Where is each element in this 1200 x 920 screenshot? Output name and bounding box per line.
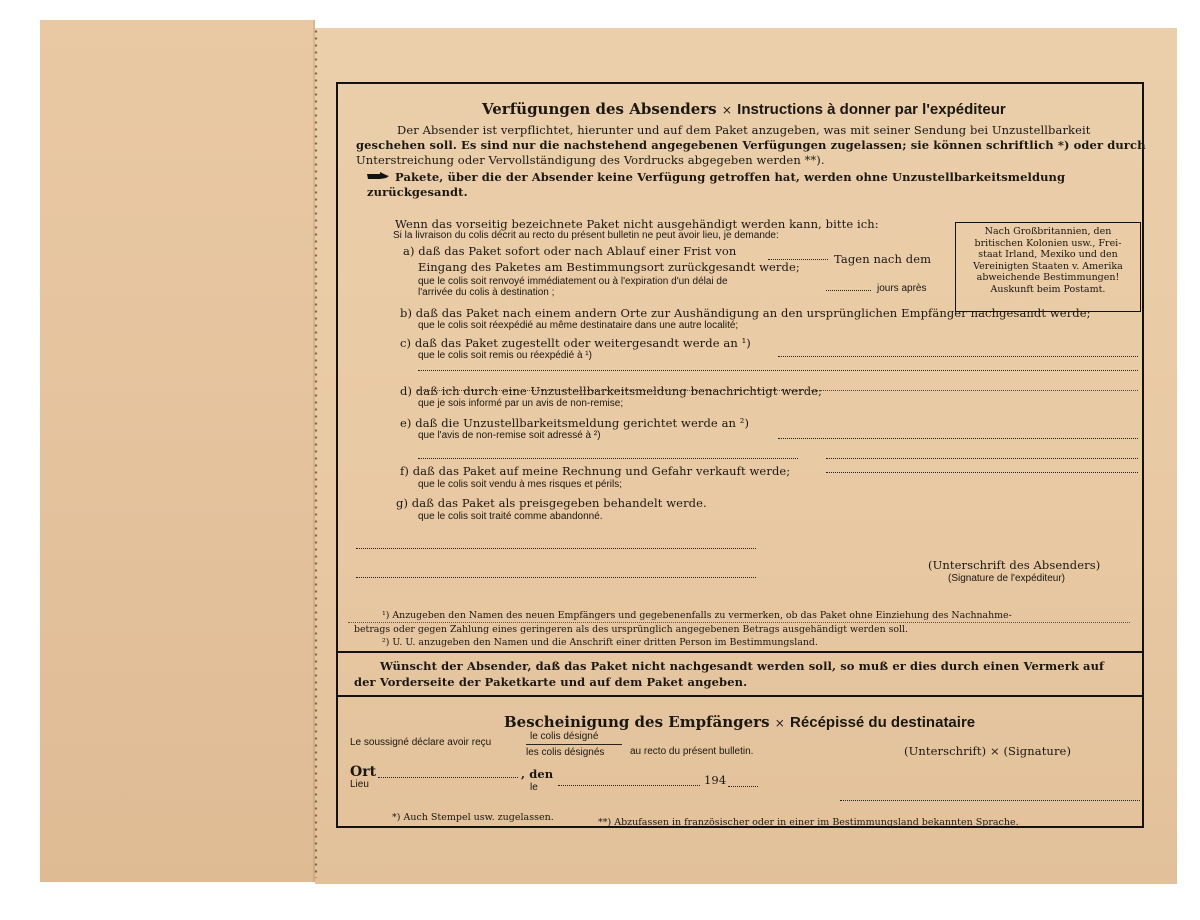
sender-note-field-2[interactable] <box>356 577 756 578</box>
option-a-de-2: Eingang des Paketes am Bestimmungsort zurückgesandt werde; <box>418 260 800 274</box>
receipt-option-divider <box>526 744 622 745</box>
option-a-fr-1b: jours après <box>877 283 927 294</box>
receipt-signature-label: (Unterschrift) × (Signature) <box>904 744 1072 758</box>
year-field[interactable] <box>728 786 758 787</box>
option-e-field-3[interactable] <box>826 458 1138 459</box>
date-label-de: , den <box>521 767 554 781</box>
footnote-1a: ¹) Anzugeben den Namen des neuen Empfängers und gegebenenfalls zu vermerken, ob das Paket ohne Einziehung des Nachnahme- <box>382 610 1012 621</box>
option-e-fr: que l'avis de non-remise soit adressé à ²) <box>418 430 601 441</box>
option-d-de: d) daß ich durch eine Unzustellbarkeitsmeldung benachrichtigt werde; <box>400 384 823 398</box>
receipt-separator: × <box>774 716 785 730</box>
header-title-fr: Instructions à donner par l'expéditeur <box>737 101 1006 118</box>
paper-left-flap <box>40 20 315 882</box>
box-line-1: Nach Großbritannien, den <box>984 226 1112 237</box>
bottom-note-1: *) Auch Stempel usw. zugelassen. <box>392 812 554 823</box>
option-a-fr-1: que le colis soit renvoyé immédiatement ou à l'expiration d'un délai de <box>418 276 728 287</box>
option-e-field-1[interactable] <box>778 438 1138 439</box>
sender-signature-de: (Unterschrift des Absenders) <box>928 558 1101 572</box>
option-e-field-2[interactable] <box>418 458 798 459</box>
header-title <box>482 100 1006 118</box>
option-b-fr: que le colis soit réexpédié au même destinataire dans une autre localité; <box>418 320 739 331</box>
place-field[interactable] <box>378 777 518 778</box>
footnote-2: ²) U. U. anzugeben den Namen und die Anschrift einer dritten Person im Bestimmungsland. <box>382 637 818 648</box>
option-d-separator <box>418 390 1138 391</box>
date-label-fr: le <box>530 782 538 793</box>
option-f-de: f) daß das Paket auf meine Rechnung und Gefahr verkauft werde; <box>400 464 791 478</box>
option-c-field-1[interactable] <box>778 356 1138 357</box>
receipt-signature-field[interactable] <box>840 800 1140 801</box>
option-d-fr: que je sois informé par un avis de non-remise; <box>418 398 624 409</box>
option-a-fr-2: l'arrivée du colis à destination ; <box>418 287 555 298</box>
request-fr: Si la livraison du colis décrit au recto du présent bulletin ne peut avoir lieu, je demande: <box>393 230 779 241</box>
option-b-de: b) daß das Paket nach einem andern Orte zur Aushändigung an den ursprünglichen Empfänger nachgesandt werde; <box>400 306 1091 320</box>
option-g-de: g) daß das Paket als preisgegeben behandelt werde. <box>396 496 707 510</box>
perforation-line <box>314 28 318 878</box>
option-g-fr: que le colis soit traité comme abandonné. <box>418 511 603 522</box>
year-prefix: 194 <box>704 773 727 787</box>
request-de: Wenn das vorseitig bezeichnete Paket nicht ausgehändigt werden kann, bitte ich: <box>395 217 879 231</box>
notice-line-2: zurückgesandt. <box>367 185 468 199</box>
option-a-de-1: a) daß das Paket sofort oder nach Ablauf einer Frist von <box>403 244 737 258</box>
pointing-hand-icon <box>366 170 390 182</box>
bottom-note-2: **) Abzufassen in französischer oder in einer im Bestimmungsland bekannten Sprache. <box>598 817 1019 828</box>
option-a-delay-field[interactable] <box>826 290 871 291</box>
receipt-option-plural[interactable]: les colis désignés <box>526 747 605 758</box>
box-line-3: staat Irland, Mexiko und den <box>978 249 1118 261</box>
receipt-text-2: au recto du présent bulletin. <box>630 746 754 757</box>
box-line-4: Vereinigten Staaten v. Amerika <box>973 260 1123 272</box>
box-line-5: abweichende Bestimmungen! <box>976 272 1120 284</box>
intro-line-1: Der Absender ist verpflichtet, hierunter und auf dem Paket anzugeben, was mit seiner Sendung bei Unzustellbarkeit <box>397 123 1091 137</box>
option-f-fr: que le colis soit vendu à mes risques et périls; <box>418 479 622 490</box>
receipt-title-de: Bescheinigung des Empfängers <box>504 713 770 731</box>
warning-line-1: Wünscht der Absender, daß das Paket nicht nachgesandt werden soll, so muß er dies durch einen Vermerk auf <box>380 659 1105 673</box>
footnote-separator <box>348 622 1130 623</box>
intro-line-2: geschehen soll. Es sind nur die nachstehend angegebenen Verfügungen zugelassen; sie können schriftlich *) oder durch <box>356 138 1146 152</box>
notice-line-1: Pakete, über die der Absender keine Verfügung getroffen hat, werden ohne Unzustellbarkeitsmeldung <box>395 170 1066 184</box>
box-line-2: britischen Kolonien usw., Frei- <box>974 237 1122 249</box>
option-a-de-1b: Tagen nach dem <box>834 252 932 266</box>
place-label-de: Ort <box>350 764 377 780</box>
receipt-title <box>504 713 975 731</box>
receipt-option-singular[interactable]: le colis désigné <box>530 731 599 742</box>
option-c-de: c) daß das Paket zugestellt oder weitergesandt werde an ¹) <box>400 336 751 350</box>
option-c-fr: que le colis soit remis ou réexpédié à ¹) <box>418 350 592 361</box>
box-line-6: Auskunft beim Postamt. <box>990 283 1106 295</box>
place-label-fr: Lieu <box>350 779 369 790</box>
header-separator: × <box>721 103 732 117</box>
sender-note-field-1[interactable] <box>356 548 756 549</box>
footnote-1b: betrags oder gegen Zahlung eines geringeren als des ursprünglich angegebenen Betrags ausgehändigt werden soll. <box>354 624 909 635</box>
sender-signature-fr: (Signature de l'expéditeur) <box>948 573 1065 584</box>
date-field[interactable] <box>558 785 700 786</box>
receipt-top-rule <box>338 695 1142 697</box>
destination-note-box <box>955 222 1141 312</box>
header-title-de: Verfügungen des Absenders <box>482 100 717 118</box>
option-c-field-2[interactable] <box>418 370 1138 371</box>
option-f-separator <box>826 472 1138 473</box>
option-e-de: e) daß die Unzustellbarkeitsmeldung gerichtet werde an ²) <box>400 416 750 430</box>
receipt-title-fr: Récépissé du destinataire <box>790 714 976 731</box>
warning-top-rule <box>338 651 1142 653</box>
intro-line-3: Unterstreichung oder Vervollständigung des Vordrucks abgegeben werden **). <box>356 153 825 167</box>
receipt-text: Le soussigné déclare avoir reçu <box>350 737 492 748</box>
warning-line-2: der Vorderseite der Paketkarte und auf dem Paket angeben. <box>354 675 748 689</box>
